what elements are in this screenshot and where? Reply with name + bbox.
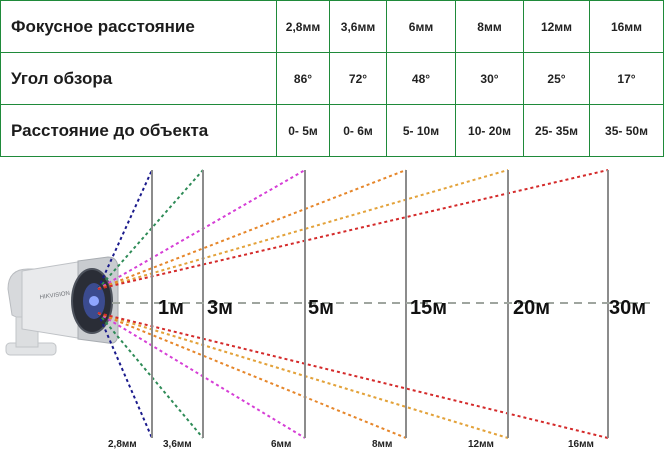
distance-label: 5м xyxy=(308,297,334,319)
lens-label: 3,6мм xyxy=(163,439,192,450)
distance-labels xyxy=(158,297,646,319)
focal-length-row xyxy=(1,1,664,53)
object-distance-cell: 10- 20м xyxy=(456,105,524,157)
ray-16mm-top xyxy=(98,170,608,289)
view-angle-cell: 30° xyxy=(456,53,524,105)
focal-length-cell: 2,8мм xyxy=(277,1,330,53)
focal-length-label: Фокусное расстояние xyxy=(1,1,277,53)
ray-8mm-top xyxy=(98,170,406,289)
bullet-camera-icon xyxy=(6,257,118,355)
ray-12mm-bottom xyxy=(98,313,508,438)
ray-6mm-bottom xyxy=(98,313,305,438)
distance-label: 20м xyxy=(513,297,551,319)
object-distance-cell: 5- 10м xyxy=(387,105,456,157)
focal-length-cell: 16мм xyxy=(590,1,664,53)
object-distance-row xyxy=(1,105,664,157)
object-distance-cell: 0- 5м xyxy=(277,105,330,157)
view-angle-label: Угол обзора xyxy=(1,53,277,105)
ray-16mm-bottom xyxy=(98,313,608,438)
object-distance-cell: 0- 6м xyxy=(330,105,387,157)
lens-label: 6мм xyxy=(271,439,292,450)
focal-length-cell: 3,6мм xyxy=(330,1,387,53)
distance-label: 3м xyxy=(207,297,233,319)
view-angle-cell: 86° xyxy=(277,53,330,105)
ray-3-6mm-bottom xyxy=(98,313,203,438)
distance-label: 15м xyxy=(410,297,448,319)
distance-label: 1м xyxy=(158,297,184,319)
lens-labels xyxy=(108,439,594,450)
lens-label: 2,8мм xyxy=(108,439,137,450)
distance-label: 30м xyxy=(609,297,647,319)
object-distance-cell: 35- 50м xyxy=(590,105,664,157)
focal-length-cell: 12мм xyxy=(524,1,590,53)
focal-length-cell: 8мм xyxy=(456,1,524,53)
view-angle-cell: 72° xyxy=(330,53,387,105)
lens-label: 12мм xyxy=(468,439,494,450)
svg-text:HIKVISION: HIKVISION xyxy=(39,290,71,301)
focal-length-cell: 6мм xyxy=(387,1,456,53)
view-angle-cell: 17° xyxy=(590,53,664,105)
object-distance-label: Расстояние до объекта xyxy=(1,105,277,157)
spec-table xyxy=(0,0,664,157)
lens-label: 16мм xyxy=(568,439,594,450)
coverage-diagram xyxy=(0,157,667,463)
ray-12mm-top xyxy=(98,170,508,289)
object-distance-cell: 25- 35м xyxy=(524,105,590,157)
view-angle-row xyxy=(1,53,664,105)
distance-markers xyxy=(112,170,650,438)
view-angle-cell: 25° xyxy=(524,53,590,105)
view-angle-cell: 48° xyxy=(387,53,456,105)
lens-label: 8мм xyxy=(372,439,393,450)
ray-6mm-top xyxy=(98,170,305,289)
